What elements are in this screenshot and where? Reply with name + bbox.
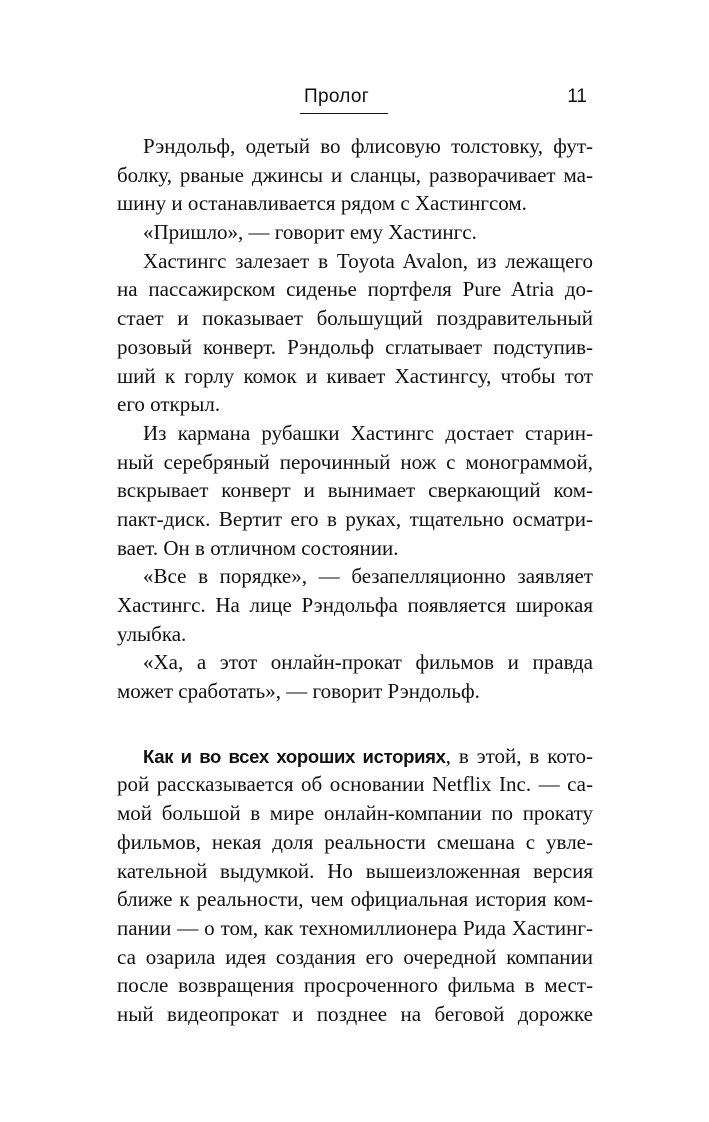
text-line: «Пришло», — говорит ему Хастингс. [143,220,477,245]
text-line: розовый конверт. Рэндольф сглатывает подступив- [117,334,593,359]
paragraph [117,419,593,562]
text-line: после возвращения просроченного фильма в мест- [117,973,593,998]
paragraph [117,562,593,648]
text-line: ный серебряный перочинный нож с монограммой, [117,449,593,474]
text-line: на пассажирском сиденье портфеля Pure Atria до- [117,277,593,302]
lead-continuation: , в этой, в кото- [445,743,593,768]
text-line: рой рассказывается об основании Netflix Inc. — са- [117,772,593,797]
text-line: стает и показывает большущий поздравительный [117,306,593,331]
text-line: са озарила идея создания его очередной компании [117,944,593,969]
section-gap [117,706,593,742]
text-line: мой большой в мире онлайн-компании по прокату [117,801,593,826]
text-line: «Ха, а этот онлайн-прокат фильмов и правда [143,650,593,675]
text-line: улыбка. [117,621,187,646]
text-line: вскрывает конверт и вынимает сверкающий ком- [117,478,593,503]
chapter-title: Пролог [304,86,369,107]
paragraph [117,132,593,218]
text-line [117,742,593,771]
text-line: может сработать», — говорит Рэндольф. [117,679,480,704]
text-line: его открыл. [117,392,221,417]
text-line: Хастингс залезает в Toyota Avalon, из лежащего [143,248,593,273]
text-line: ший к горлу комок и кивает Хастингсу, чтобы тот [117,363,593,388]
text-line: болку, рваные джинсы и сланцы, разворачивает ма- [117,162,593,187]
paragraph [117,648,593,705]
text-line: Из кармана рубашки Хастингс достает старин- [143,420,593,445]
text-line: Хастингс. На лице Рэндольфа появляется широкая [117,593,593,617]
paragraph [117,247,593,419]
running-header [117,82,593,112]
paragraph [117,218,593,247]
text-line: ближе к реальности, чем официальная история ком- [117,887,593,912]
header-rule [300,113,388,114]
page-number: 11 [567,86,587,107]
text-line: пании — о том, как техномиллионера Рида Хастинг- [117,915,593,940]
paragraph [117,742,593,1029]
text-line: пакт-диск. Вертит его в руках, тщательно осматри- [117,506,593,531]
text-line: вает. Он в отличном состоянии. [117,535,399,560]
text-line: Рэндольф, одетый во флисовую толстовку, фут- [143,134,593,158]
text-line: кательной выдумкой. Но вышеизложенная версия [117,858,593,883]
bold-lead-phrase: Как и во всех хороших историях [143,745,446,767]
text-line: «Все в порядке», — безапелляционно заявляет [143,564,593,589]
text-line: шину и останавливается рядом с Хастингсом. [117,191,527,216]
text-line: фильмов, некая доля реальности смешана с увле- [117,829,593,854]
text-line: ный видеопрокат и позднее на беговой дорожке [117,1001,593,1026]
body-text [117,132,593,1029]
